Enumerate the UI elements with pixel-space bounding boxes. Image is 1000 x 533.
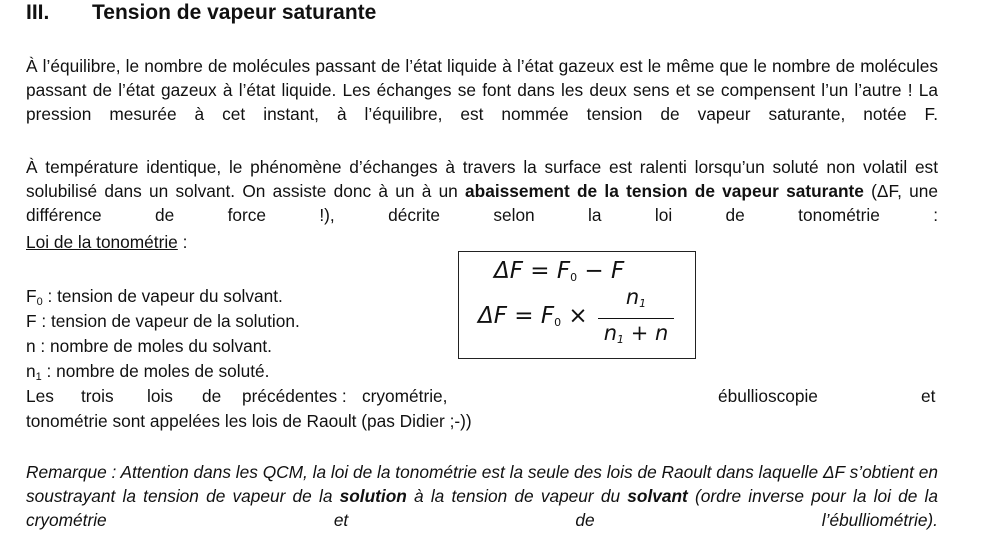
numerator-subscript: 1 <box>639 297 647 310</box>
def-symbol: F <box>26 286 37 306</box>
formula-subscript: 0 <box>570 271 578 284</box>
formula-equals: = <box>506 303 541 329</box>
formula-f: F <box>556 258 571 284</box>
raoult-word: cryométrie, <box>362 386 448 406</box>
def-subscript: 0 <box>36 296 43 308</box>
raoult-word: lois <box>147 386 173 406</box>
section-number: III. <box>26 1 50 24</box>
section-title: Tension de vapeur saturante <box>92 1 377 24</box>
def-symbol: n <box>26 336 36 356</box>
formula-times: × <box>561 303 588 329</box>
remark-text: (ordre inverse pour la loi de la cryométrie et de l’ébulliométrie). <box>26 486 938 531</box>
numerator-symbol: n <box>625 285 640 309</box>
denominator-symbol: n <box>603 321 618 345</box>
paragraph-solute-text: À température identique, le phénomène d’échanges à travers la surface est ralenti lorsqu’un soluté non volatil est solubilisé dans un solvant. On assiste donc à un à un <box>26 157 938 202</box>
def-text: : nombre de moles de soluté. <box>41 361 270 381</box>
remark-text: Remarque : Attention dans les QCM, la loi de la tonométrie est la seule des lois de Raoult dans laquelle ΔF s’obtient en soustrayant la tension de vapeur de la <box>26 462 938 507</box>
def-symbol: F <box>26 311 37 331</box>
raoult-word: trois <box>81 386 114 406</box>
paragraph-equilibrium: À l’équilibre, le nombre de molécules passant de l’état liquide à l’état gazeux est le même que le nombre de molécules passant de l’état gazeux à l’état liquide. Les échanges se font dans les deux sens et se compensent l’un l’autre ! La pression mesurée à cet instant, à l’équilibre, est nommée tension de vapeur saturante, notée F. <box>26 56 938 125</box>
paragraph-solute-bold: abaissement de la tension de vapeur saturante <box>465 181 864 202</box>
formula-f: F <box>611 258 625 284</box>
formula-minus: − <box>577 258 612 284</box>
definition-n <box>26 334 272 358</box>
formula-subscript: 0 <box>554 316 562 329</box>
formula-delta-f: ΔF <box>494 258 523 284</box>
fraction-numerator <box>598 284 674 317</box>
formula-fraction <box>598 284 674 353</box>
denominator-subscript: 1 <box>617 333 625 346</box>
remark-text: à la tension de vapeur du <box>406 486 628 507</box>
formula-equals: = <box>522 258 557 284</box>
formula-line-2 <box>478 303 588 329</box>
raoult-word: ébullioscopie <box>718 386 818 406</box>
formula-f: F <box>540 303 555 329</box>
raoult-word: Les <box>26 386 54 406</box>
def-text: : tension de vapeur du solvant. <box>42 286 283 306</box>
paragraph-solute-tail: (ΔF, une différence de force !), décrite selon la loi de tonométrie : <box>26 181 938 226</box>
definition-f <box>26 309 300 333</box>
formula-delta-f: ΔF <box>478 303 507 329</box>
denominator-plus: + <box>624 321 655 345</box>
paragraph-solute <box>26 155 938 228</box>
remark-bold-solvant: solvant <box>627 486 688 507</box>
remark-paragraph <box>26 460 938 533</box>
raoult-word: et <box>921 386 936 406</box>
def-symbol: n <box>26 361 36 381</box>
law-heading <box>26 230 187 254</box>
def-subscript: 1 <box>35 371 42 383</box>
raoult-word: précédentes : <box>242 386 347 406</box>
fraction-denominator <box>598 320 674 353</box>
fraction-bar <box>598 318 674 319</box>
remark-bold-solution: solution <box>339 486 407 507</box>
raoult-line-2: tonométrie sont appelées les lois de Raoult (pas Didier ;-)) <box>26 411 472 431</box>
law-colon: : <box>177 232 188 252</box>
def-text: : tension de vapeur de la solution. <box>36 311 300 331</box>
section-heading <box>26 0 376 26</box>
formula-line-1 <box>494 258 624 284</box>
denominator-symbol: n <box>654 321 669 345</box>
def-text: : nombre de moles du solvant. <box>35 336 272 356</box>
raoult-word: de <box>202 386 222 406</box>
law-title: Loi de la tonométrie <box>26 232 178 252</box>
